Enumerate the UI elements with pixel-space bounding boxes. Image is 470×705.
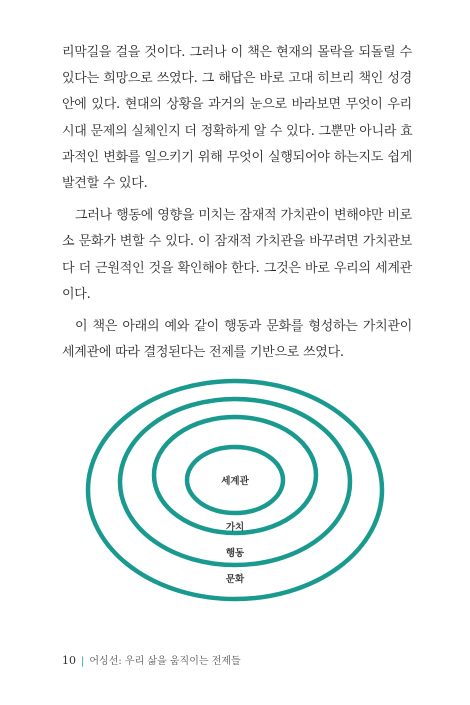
label-values: 가치 xyxy=(225,522,245,533)
text-line: 그러나 행동에 영향을 미치는 잠재적 가치관이 변해야만 비로 xyxy=(75,208,412,224)
ring-values xyxy=(154,417,316,533)
book-title: 어싱선: 우리 삶을 움직이는 전제들 xyxy=(89,656,241,667)
text-line: 리막길을 걸을 것이다. 그러나 이 책은 현재의 몰락을 되돌릴 수 xyxy=(62,45,412,60)
footer-separator: | xyxy=(81,656,85,667)
page-number: 10 xyxy=(62,654,76,667)
page-footer xyxy=(62,652,241,667)
text-line: 이다. xyxy=(62,286,91,302)
text-line: 안에 있다. 현대의 상황을 과거의 눈으로 바라보면 무엇이 우리 xyxy=(62,97,412,113)
text-line: 세계관에 따라 결정된다는 전제를 기반으로 쓰였다. xyxy=(62,345,344,361)
label-worldview: 세계관 xyxy=(221,476,249,487)
text-line: 과적인 변화를 일으키기 위해 무엇이 실행되어야 하는지도 쉽게 xyxy=(62,149,412,165)
text-line: 이 책은 아래의 예와 같이 행동과 문화를 형성하는 가치관이 xyxy=(75,318,412,334)
text-line: 발견할 수 있다. xyxy=(62,175,148,191)
text-line: 다 더 근원적인 것을 확인해야 한다. 그것은 바로 우리의 세계관 xyxy=(62,260,412,276)
text-line: 있다는 희망으로 쓰였다. 그 해답은 바로 고대 히브리 책인 성경 xyxy=(62,71,412,87)
text-line: 시대 문제의 실체인지 더 정확하게 알 수 있다. 그뿐만 아니라 효 xyxy=(62,123,413,139)
label-culture: 문화 xyxy=(225,574,245,585)
text-line: 소 문화가 변할 수 있다. 이 잠재적 가치관을 바꾸려면 가치관보 xyxy=(62,234,412,250)
label-behavior: 행동 xyxy=(225,548,245,559)
